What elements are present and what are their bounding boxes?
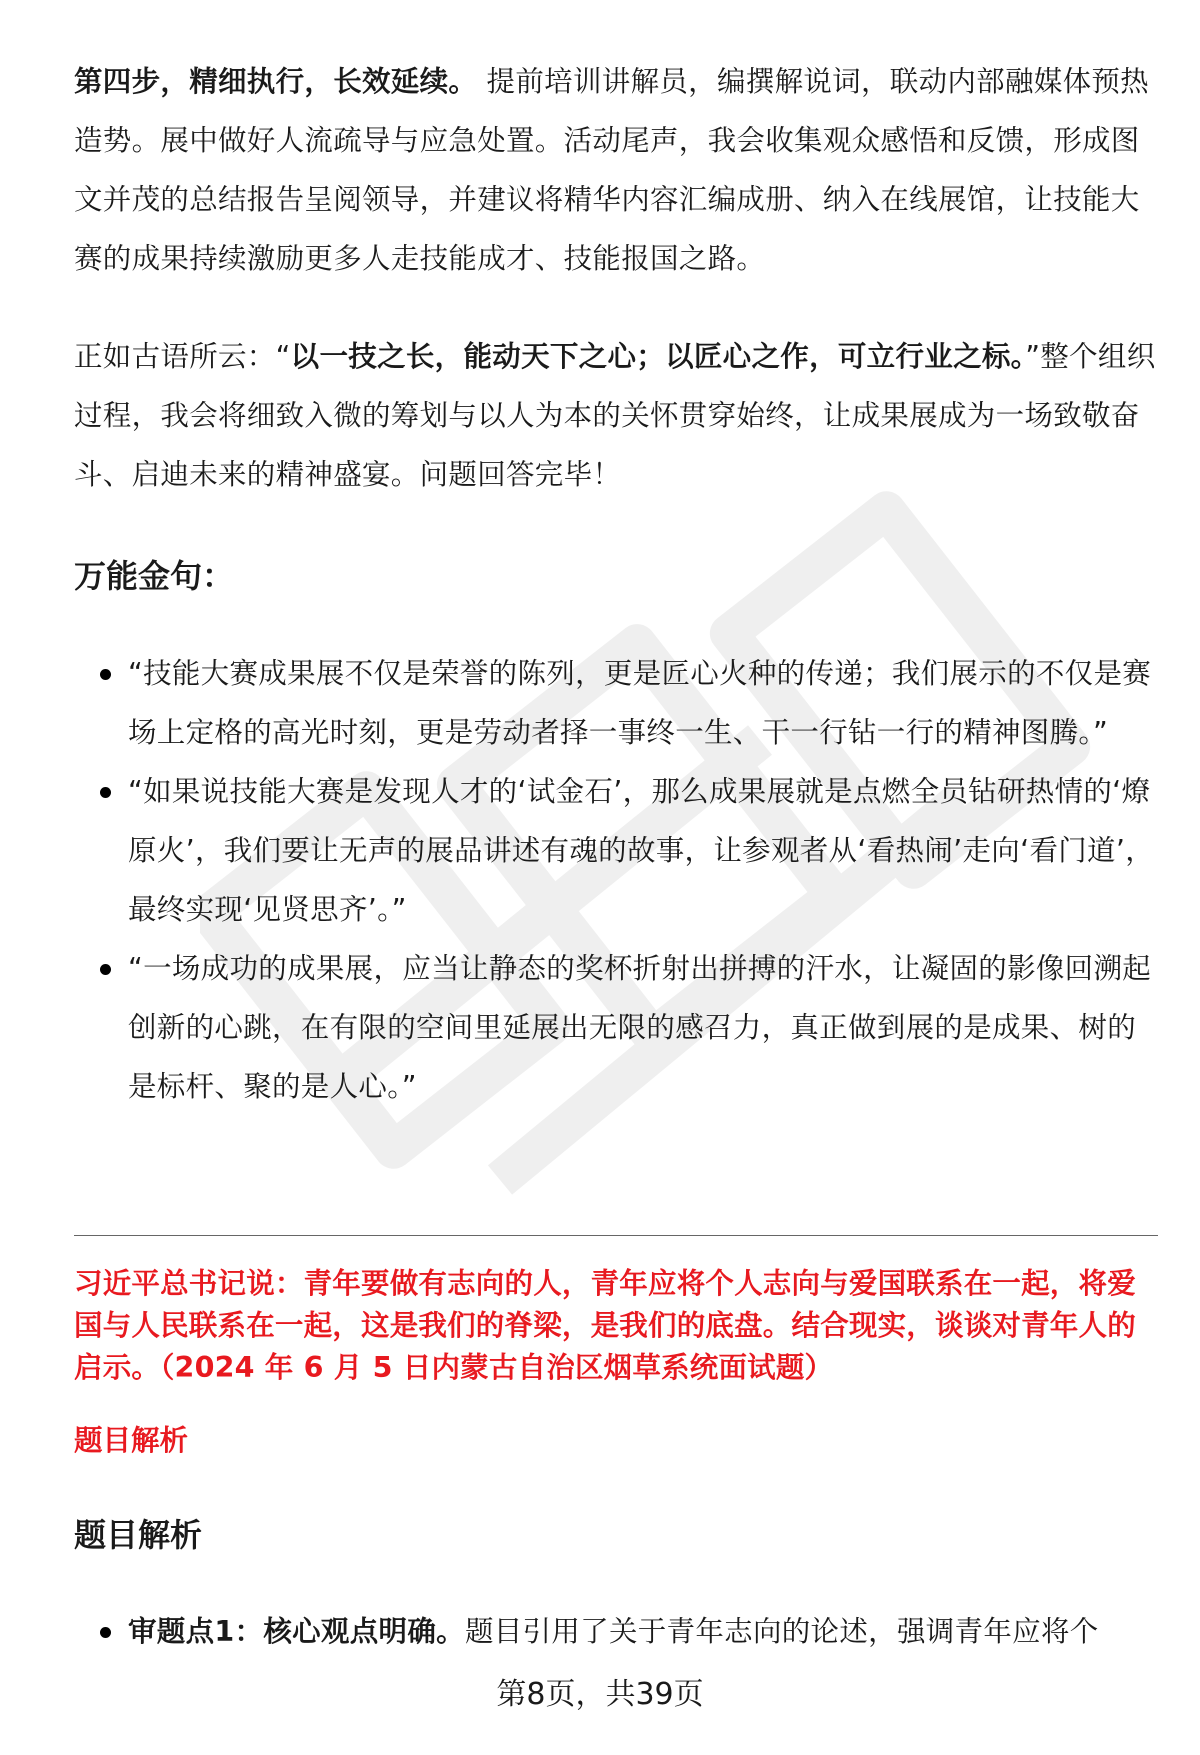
quote-bold: 以一技之长，能动天下之心；以匠心之作，可立行业之标。 [290,340,1026,373]
list-item [74,1602,1158,1661]
quote-intro: 正如古语所云：“ [74,340,291,373]
question-analysis-label: 题目解析 [74,1424,189,1457]
quote-paragraph [74,327,1158,504]
interview-question: 习近平总书记说：青年要做有志向的人，青年应将个人志向与爱国联系在一起，将爱国与人民联系在一起，这是我们的脊梁，是我们的底盘。结合现实，谈谈对青年人的启示。（2024 年 6 月 5 日内蒙古自治区烟草系统面试题） [74,1267,1136,1384]
step-four-text: 提前培训讲解员，编撰解说词，联动内部融媒体预热造势。展中做好人流疏导与应急处置。活动尾声，我会收集观众感悟和反馈，形成图文并茂的总结报告呈阅领导，并建议将精华内容汇编成册、纳入在线展馆，让技能大赛的成果持续激励更多人走技能成才、技能报国之路。 [74,65,1149,275]
analysis-point-title: 审题点1：核心观点明确。 [128,1615,465,1648]
step-four-paragraph [74,52,1158,288]
list-item: “一场成功的成果展，应当让静态的奖杯折射出拼搏的汗水，让凝固的影像回溯起创新的心跳，在有限的空间里延展出无限的感召力，真正做到展的是成果、树的是标杆、聚的是人心。” [74,939,1158,1116]
list-item: “技能大赛成果展不仅是荣誉的陈列，更是匠心火种的传递；我们展示的不仅是赛场上定格的高光时刻，更是劳动者择一事终一生、干一行钻一行的精神图腾。” [74,644,1158,762]
golden-sentences-list [74,644,1158,1116]
quote-rest: ”整个组织过程，我会将细致入微的筹划与以人为本的关怀贯穿始终，让成果展成为一场致敬奋斗、启迪未来的精神盛宴。问题回答完毕！ [74,340,1156,491]
page-number: 第8页，共39页 [496,1677,704,1712]
golden-sentences-heading: 万能金句： [74,557,235,595]
section-divider [74,1235,1158,1236]
step-four-title: 第四步，精细执行，长效延续。 [74,65,478,98]
analysis-list [74,1602,1158,1661]
analysis-heading: 题目解析 [74,1516,203,1554]
analysis-point-text: 题目引用了关于青年志向的论述，强调青年应将个 [464,1615,1099,1648]
list-item: “如果说技能大赛是发现人才的‘试金石’，那么成果展就是点燃全员钻研热情的‘燎原火’，我们要让无声的展品讲述有魂的故事，让参观者从‘看热闹’走向‘看门道’，最终实现‘见贤思齐’。” [74,762,1158,939]
